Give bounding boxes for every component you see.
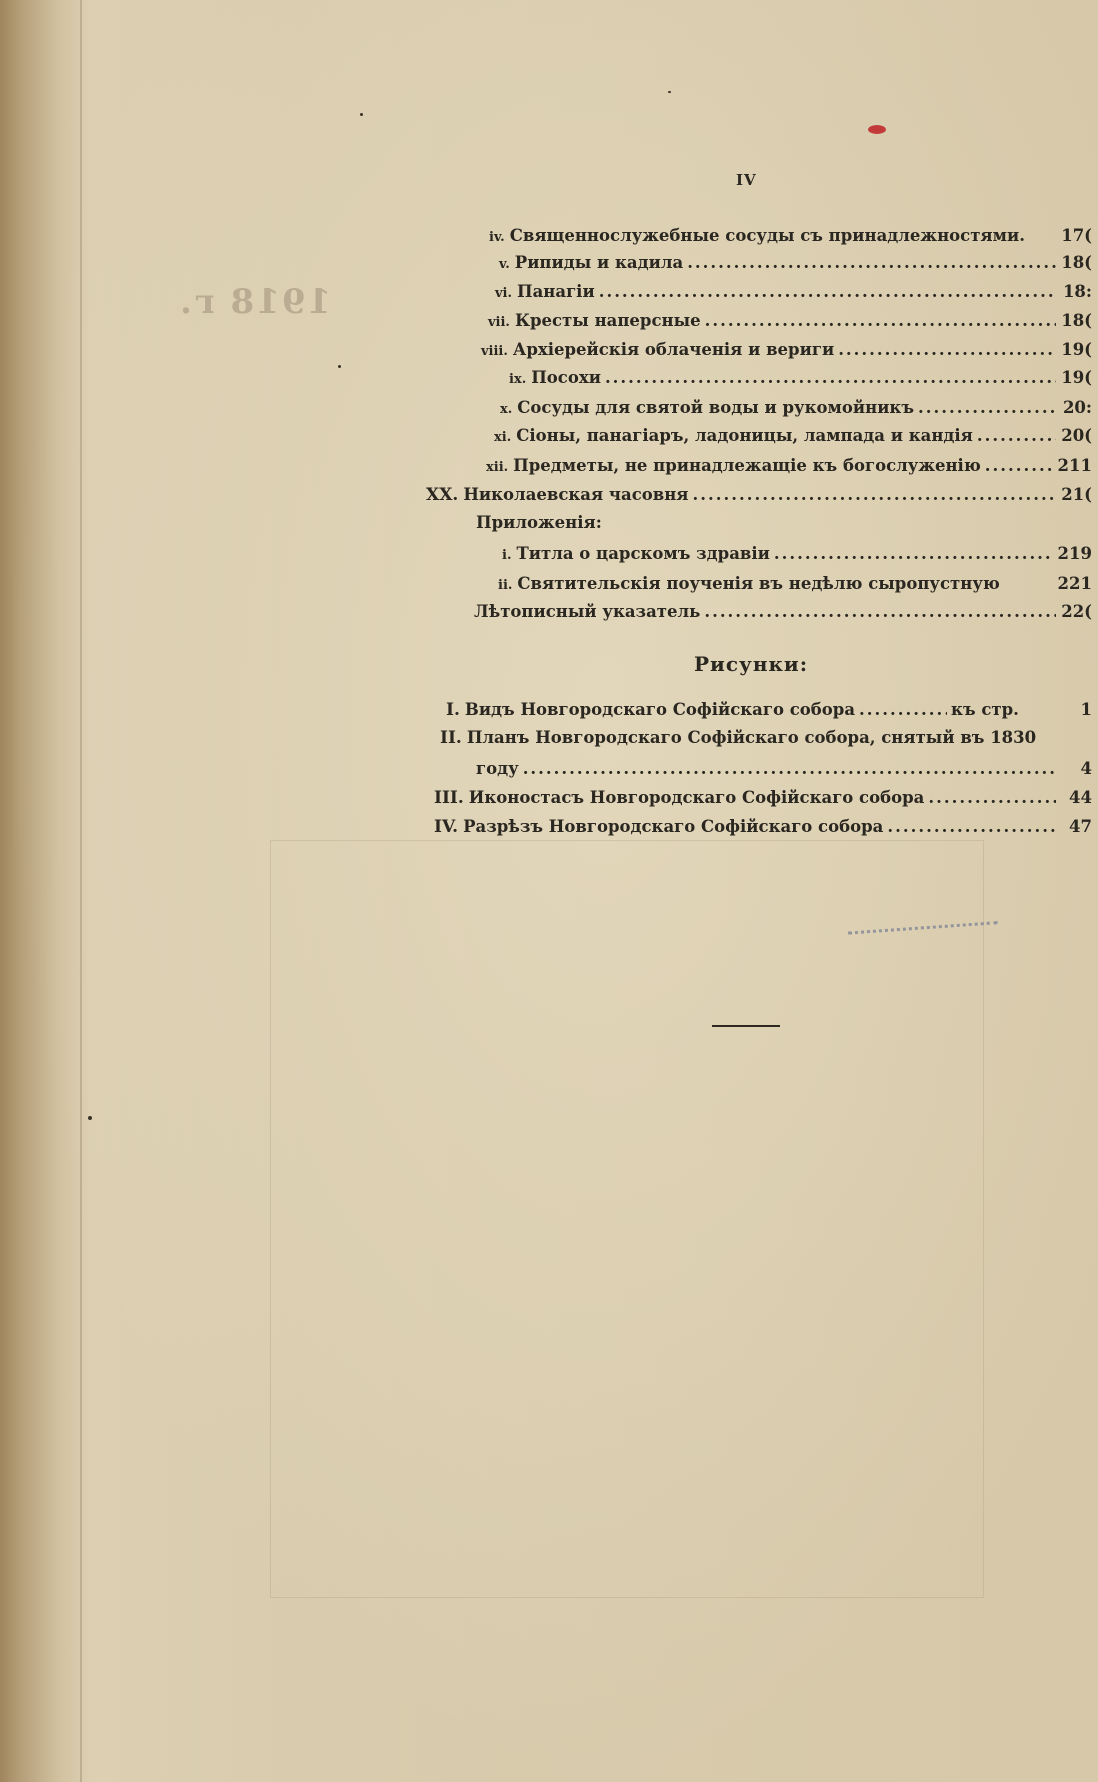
toc-entry-page: 18( [1061, 311, 1092, 330]
spine-shadow [0, 0, 90, 1782]
leader-dots [887, 816, 1056, 838]
toc-entry [509, 367, 1092, 391]
leader-dots [977, 425, 1056, 447]
toc-entry-title: Лѣтописный указатель [474, 602, 701, 621]
figure-entry [440, 727, 1092, 749]
leader-dots [523, 758, 1056, 780]
page-number: IV [736, 171, 757, 189]
figure-entry [434, 816, 1092, 838]
toc-entry-page: 22( [1061, 602, 1092, 621]
toc-entry [426, 484, 1092, 506]
toc-entry [489, 225, 1092, 249]
figure-page: 4 [1080, 759, 1092, 778]
toc-entry [481, 339, 1092, 363]
toc-entry-number: ii. [498, 578, 513, 593]
leader-dots [918, 397, 1056, 419]
figure-title-continuation: году [476, 759, 519, 778]
end-rule [712, 1025, 780, 1027]
toc-entry-number: i. [502, 548, 512, 563]
toc-entry-title: Архіерейскія облаченія и вериги [512, 340, 835, 359]
toc-entry-number: viii. [481, 344, 508, 359]
figure-suffix: къ стр. [951, 700, 1019, 719]
toc-entry-title: Николаевская часовня [463, 485, 689, 504]
figure-page: 1 [1080, 700, 1092, 719]
toc-entry-title: Святительскія поученія въ недѣлю сыропустную [517, 574, 1000, 593]
toc-entry-page: 19( [1061, 368, 1092, 387]
toc-entry [500, 397, 1092, 421]
toc-entry [494, 425, 1092, 449]
leader-dots [859, 699, 947, 721]
speck [360, 113, 363, 116]
figure-page: 47 [1069, 817, 1092, 836]
toc-entry-page: 219 [1057, 544, 1092, 563]
figure-number: IV. [434, 817, 459, 837]
toc-entry-title: Титла о царскомъ здравіи [516, 544, 770, 563]
leader-dots [928, 787, 1056, 809]
speck [668, 91, 671, 93]
figure-number: II. [440, 728, 462, 748]
leader-dots [985, 455, 1054, 477]
toc-entry-number: iv. [489, 230, 505, 245]
red-ink-mark [868, 125, 886, 134]
figure-page: 44 [1069, 788, 1092, 807]
toc-entry-number: x. [500, 402, 513, 417]
toc-entry-page: 18: [1062, 282, 1092, 301]
leader-dots [705, 310, 1056, 332]
figure-title: Видъ Новгородскаго Софійскаго собора [464, 700, 856, 719]
toc-entry-title: Сіоны, панагіаръ, ладоницы, лампада и кандія [516, 426, 973, 445]
toc-entry-number: vi. [495, 286, 513, 301]
toc-entry-page: 221 [1057, 574, 1092, 593]
leader-dots [599, 281, 1056, 303]
figure-number: I. [446, 700, 460, 720]
leader-dots [605, 367, 1056, 389]
figure-entry [446, 699, 1092, 721]
toc-entry-page: 211 [1057, 456, 1092, 475]
toc-entry-title: Предметы, не принадлежащіе къ богослуженію [513, 456, 981, 475]
toc-entry-page: 21( [1061, 485, 1092, 504]
figure-number: III. [434, 788, 464, 808]
leader-dots [774, 543, 1054, 565]
toc-entry-title: Кресты наперсные [514, 311, 701, 330]
toc-entry-title: Панагіи [517, 282, 595, 301]
figure-entry-continuation [476, 758, 1092, 780]
toc-entry-title: Посохи [531, 368, 601, 387]
toc-entry [486, 455, 1092, 479]
figure-title: Разрѣзъ Новгородскаго Софійскаго собора [463, 817, 884, 836]
leader-dots [838, 339, 1056, 361]
speck [338, 365, 341, 368]
toc-entry-number: xii. [486, 460, 509, 475]
spine-fold [80, 0, 82, 1782]
leader-dots [687, 252, 1056, 274]
toc-entry-page: 19( [1061, 340, 1092, 359]
toc-entry-page: 20: [1062, 398, 1092, 417]
toc-subheading-title: Приложенія: [476, 513, 602, 532]
toc-entry-title: Священнослужебные сосуды съ принадлежностями. [509, 226, 1025, 245]
figure-entry [434, 787, 1092, 809]
toc-entry [502, 543, 1092, 567]
toc-entry [474, 601, 1092, 623]
speck [88, 1116, 92, 1120]
figure-title: Планъ Новгородскаго Софійскаго собора, снятый въ 1830 [466, 728, 1037, 747]
leader-dots [693, 484, 1057, 506]
figure-title: Иконостасъ Новгородскаго Софійскаго собора [468, 788, 925, 807]
toc-entry-number: XX. [426, 485, 459, 505]
toc-entry-page: 18( [1061, 253, 1092, 272]
toc-entry-page: 17( [1061, 226, 1092, 245]
toc-entry [488, 310, 1092, 334]
toc-entry-number: ix. [509, 372, 527, 387]
toc-entry [495, 281, 1092, 305]
leader-dots [704, 601, 1056, 623]
bleed-through-stamp: 1918 г. [178, 282, 332, 322]
toc-entry-title: Сосуды для святой воды и рукомойникъ [517, 398, 915, 417]
toc-entry-number: xi. [494, 430, 512, 445]
toc-entry-number: vii. [488, 315, 510, 330]
plate-impression [270, 840, 984, 1598]
toc-entry-page: 20( [1061, 426, 1092, 445]
figures-heading: Рисунки: [694, 652, 809, 676]
toc-entry [498, 573, 1092, 597]
toc-entry-title: Рипиды и кадила [514, 253, 684, 272]
toc-entry [499, 252, 1092, 276]
toc-entry-number: v. [499, 257, 510, 272]
toc-subheading [476, 512, 776, 534]
